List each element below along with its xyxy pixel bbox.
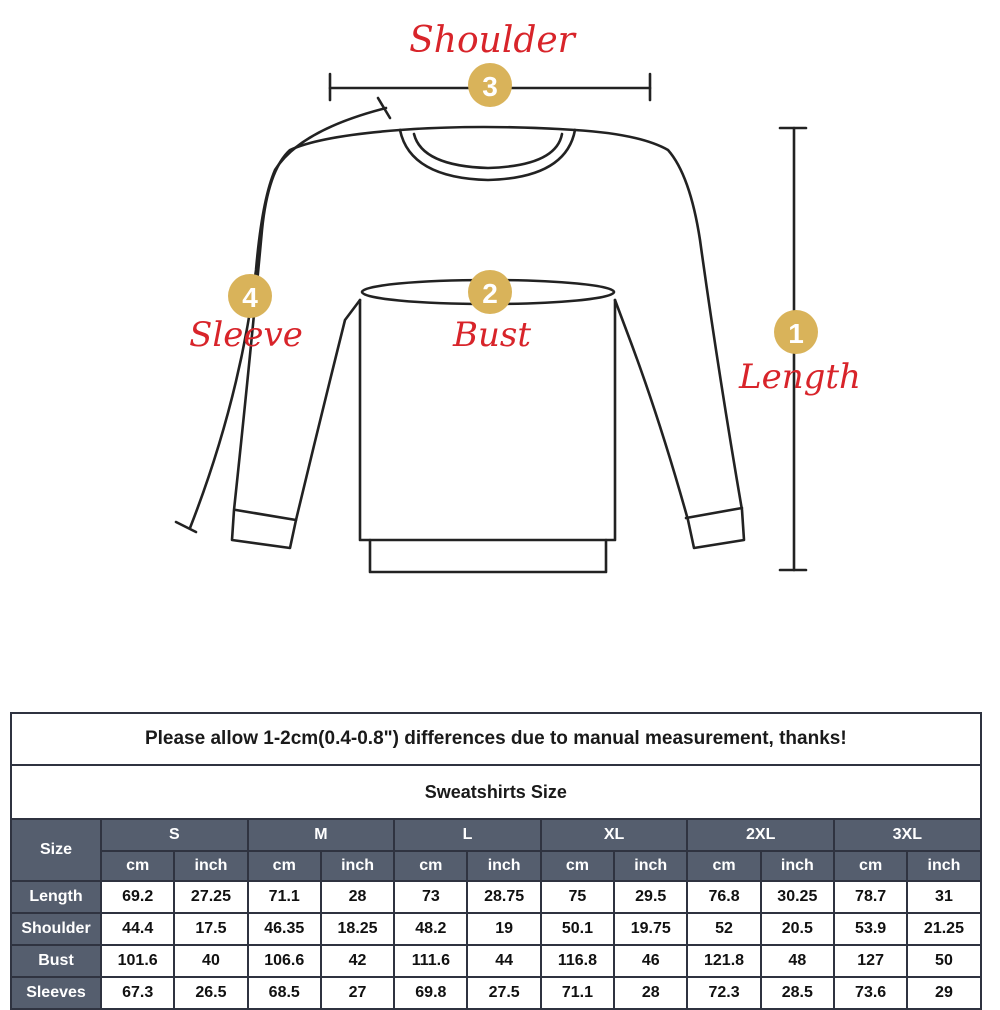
table-cell: 28 [321,881,394,913]
badge-length [774,310,818,354]
table-cell: 44 [467,945,540,977]
unit-cm: cm [687,851,760,881]
size-chart [10,712,980,1010]
badge-sleeve [228,274,272,318]
table-title: Sweatshirts Size [11,765,981,819]
sleeve-line-cap-top [378,98,390,118]
table-cell: 69.8 [394,977,467,1009]
unit-cm: cm [394,851,467,881]
table-cell: 53.9 [834,913,907,945]
badge-sleeve-number: 4 [242,282,258,313]
unit-inch: inch [907,851,980,881]
table-cell: 19.75 [614,913,687,945]
table-cell: 69.2 [101,881,174,913]
table-cell: 28.75 [467,881,540,913]
right-cuff-line [686,508,742,518]
table-cell: 31 [907,881,980,913]
table-cell: 27.25 [174,881,247,913]
unit-inch: inch [467,851,540,881]
table-cell: 40 [174,945,247,977]
table-cell: 73 [394,881,467,913]
row-label: Bust [11,945,101,977]
table-cell: 30.25 [761,881,834,913]
table-cell: 50 [907,945,980,977]
table-cell: 121.8 [687,945,760,977]
table-cell: 101.6 [101,945,174,977]
table-cell: 116.8 [541,945,614,977]
table-cell: 21.25 [907,913,980,945]
unit-inch: inch [614,851,687,881]
table-cell: 76.8 [687,881,760,913]
row-label: Shoulder [11,913,101,945]
size-header: Size [11,819,101,881]
size-2xl: 2XL [687,819,834,851]
size-s: S [101,819,248,851]
table-cell: 27.5 [467,977,540,1009]
size-header-row [11,819,981,851]
badge-shoulder [468,63,512,107]
table-cell: 68.5 [248,977,321,1009]
table-cell: 19 [467,913,540,945]
row-label: Sleeves [11,977,101,1009]
label-shoulder: Shoulder [409,20,575,61]
table-cell: 26.5 [174,977,247,1009]
unit-header-row [11,851,981,881]
table-cell: 127 [834,945,907,977]
table-cell: 18.25 [321,913,394,945]
table-cell: 52 [687,913,760,945]
table-cell: 28 [614,977,687,1009]
table-cell: 72.3 [687,977,760,1009]
unit-inch: inch [174,851,247,881]
collar-band [414,134,562,168]
table-cell: 42 [321,945,394,977]
measurement-rows [11,881,981,1009]
size-l: L [394,819,541,851]
label-bust: Bust [453,315,531,355]
title-row [11,765,981,819]
badge-shoulder-number: 3 [482,71,498,102]
table-cell: 106.6 [248,945,321,977]
table-cell: 46 [614,945,687,977]
badge-length-number: 1 [788,318,804,349]
unit-cm: cm [101,851,174,881]
table-cell: 27 [321,977,394,1009]
size-m: M [248,819,395,851]
table-row [11,881,981,913]
unit-inch: inch [761,851,834,881]
note-row [11,713,981,765]
badge-bust-number: 2 [482,278,498,309]
table-cell: 17.5 [174,913,247,945]
table-cell: 48 [761,945,834,977]
table-cell: 111.6 [394,945,467,977]
size-xl: XL [541,819,688,851]
table-row [11,977,981,1009]
unit-cm: cm [248,851,321,881]
badge-bust [468,270,512,314]
table-cell: 71.1 [541,977,614,1009]
table-cell: 46.35 [248,913,321,945]
table-row [11,945,981,977]
table-cell: 29.5 [614,881,687,913]
table-cell: 67.3 [101,977,174,1009]
table-row [11,913,981,945]
collar [400,127,575,130]
size-3xl: 3XL [834,819,981,851]
label-sleeve: Sleeve [189,315,303,355]
table-cell: 28.5 [761,977,834,1009]
table-cell: 73.6 [834,977,907,1009]
size-table [10,712,982,1010]
table-cell: 29 [907,977,980,1009]
left-cuff-line [236,510,296,520]
row-label: Length [11,881,101,913]
unit-cm: cm [541,851,614,881]
table-cell: 71.1 [248,881,321,913]
table-cell: 75 [541,881,614,913]
table-cell: 50.1 [541,913,614,945]
unit-inch: inch [321,851,394,881]
measurement-note: Please allow 1-2cm(0.4-0.8") differences due to manual measurement, thanks! [11,713,981,765]
label-length: Length [739,357,861,397]
table-cell: 48.2 [394,913,467,945]
right-sleeve [575,130,744,548]
table-cell: 78.7 [834,881,907,913]
unit-cm: cm [834,851,907,881]
table-cell: 44.4 [101,913,174,945]
table-cell: 20.5 [761,913,834,945]
